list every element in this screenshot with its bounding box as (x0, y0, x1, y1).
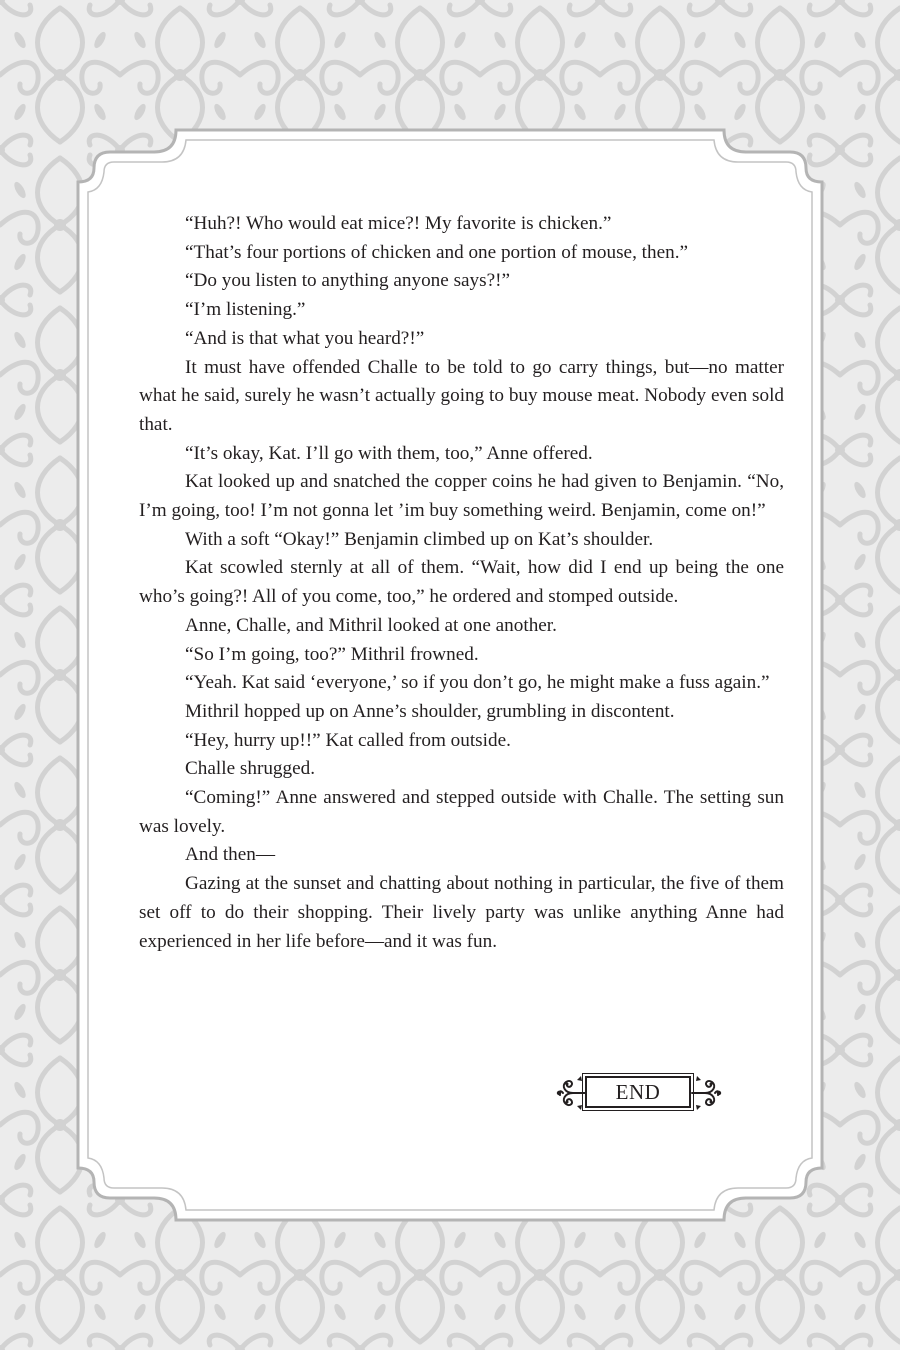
paragraph: “Do you listen to anything anyone says?!” (185, 270, 511, 292)
paragraph: Gazing at the sunset and chatting about nothing in particular, the five of them set off to do their shopping. Their lively party was unlike anything Anne had experienced in her life before—and it was fun. (139, 873, 784, 952)
paragraph: With a soft “Okay!” Benjamin climbed up on Kat’s shoulder. (185, 528, 654, 550)
paragraph: “So I’m going, too?” Mithril frowned. (185, 643, 479, 665)
paragraph: Anne, Challe, and Mithril looked at one another. (185, 614, 557, 636)
end-label: END (585, 1076, 691, 1108)
paragraph: Kat looked up and snatched the copper coins he had given to Benjamin. “No, I’m going, too! I’m not gonna let ’im buy something weird. Benjamin, come on!” (139, 471, 784, 522)
paragraph: “Yeah. Kat said ‘everyone,’ so if you don’t go, he might make a fuss again.” (185, 672, 770, 694)
story-text (139, 210, 784, 956)
paragraph: Kat scowled sternly at all of them. “Wait, how did I end up being the one who’s going?! All of you come, too,” he ordered and stomped outside. (139, 557, 784, 608)
scroll-ornament-icon (691, 1072, 723, 1114)
paragraph: “Coming!” Anne answered and stepped outside with Challe. The setting sun was lovely. (139, 787, 784, 837)
paragraph: “It’s okay, Kat. I’ll go with them, too,” Anne offered. (185, 442, 593, 464)
paragraph: Mithril hopped up on Anne’s shoulder, grumbling in discontent. (185, 700, 675, 722)
end-ornament (555, 1072, 723, 1114)
paragraph: “And is that what you heard?!” (185, 327, 425, 349)
paragraph: “That’s four portions of chicken and one portion of mouse, then.” (185, 241, 689, 263)
scroll-ornament-icon (555, 1072, 587, 1114)
paragraph: “Hey, hurry up!!” Kat called from outside. (185, 729, 511, 751)
paragraph: It must have offended Challe to be told to go carry things, but—no matter what he said, surely he wasn’t actually going to buy mouse meat. Nobody even sold that. (139, 356, 784, 435)
paragraph: Challe shrugged. (185, 758, 316, 780)
paragraph: And then— (185, 844, 276, 866)
paragraph: “I’m listening.” (185, 299, 306, 321)
paragraph: “Huh?! Who would eat mice?! My favorite is chicken.” (185, 213, 612, 234)
